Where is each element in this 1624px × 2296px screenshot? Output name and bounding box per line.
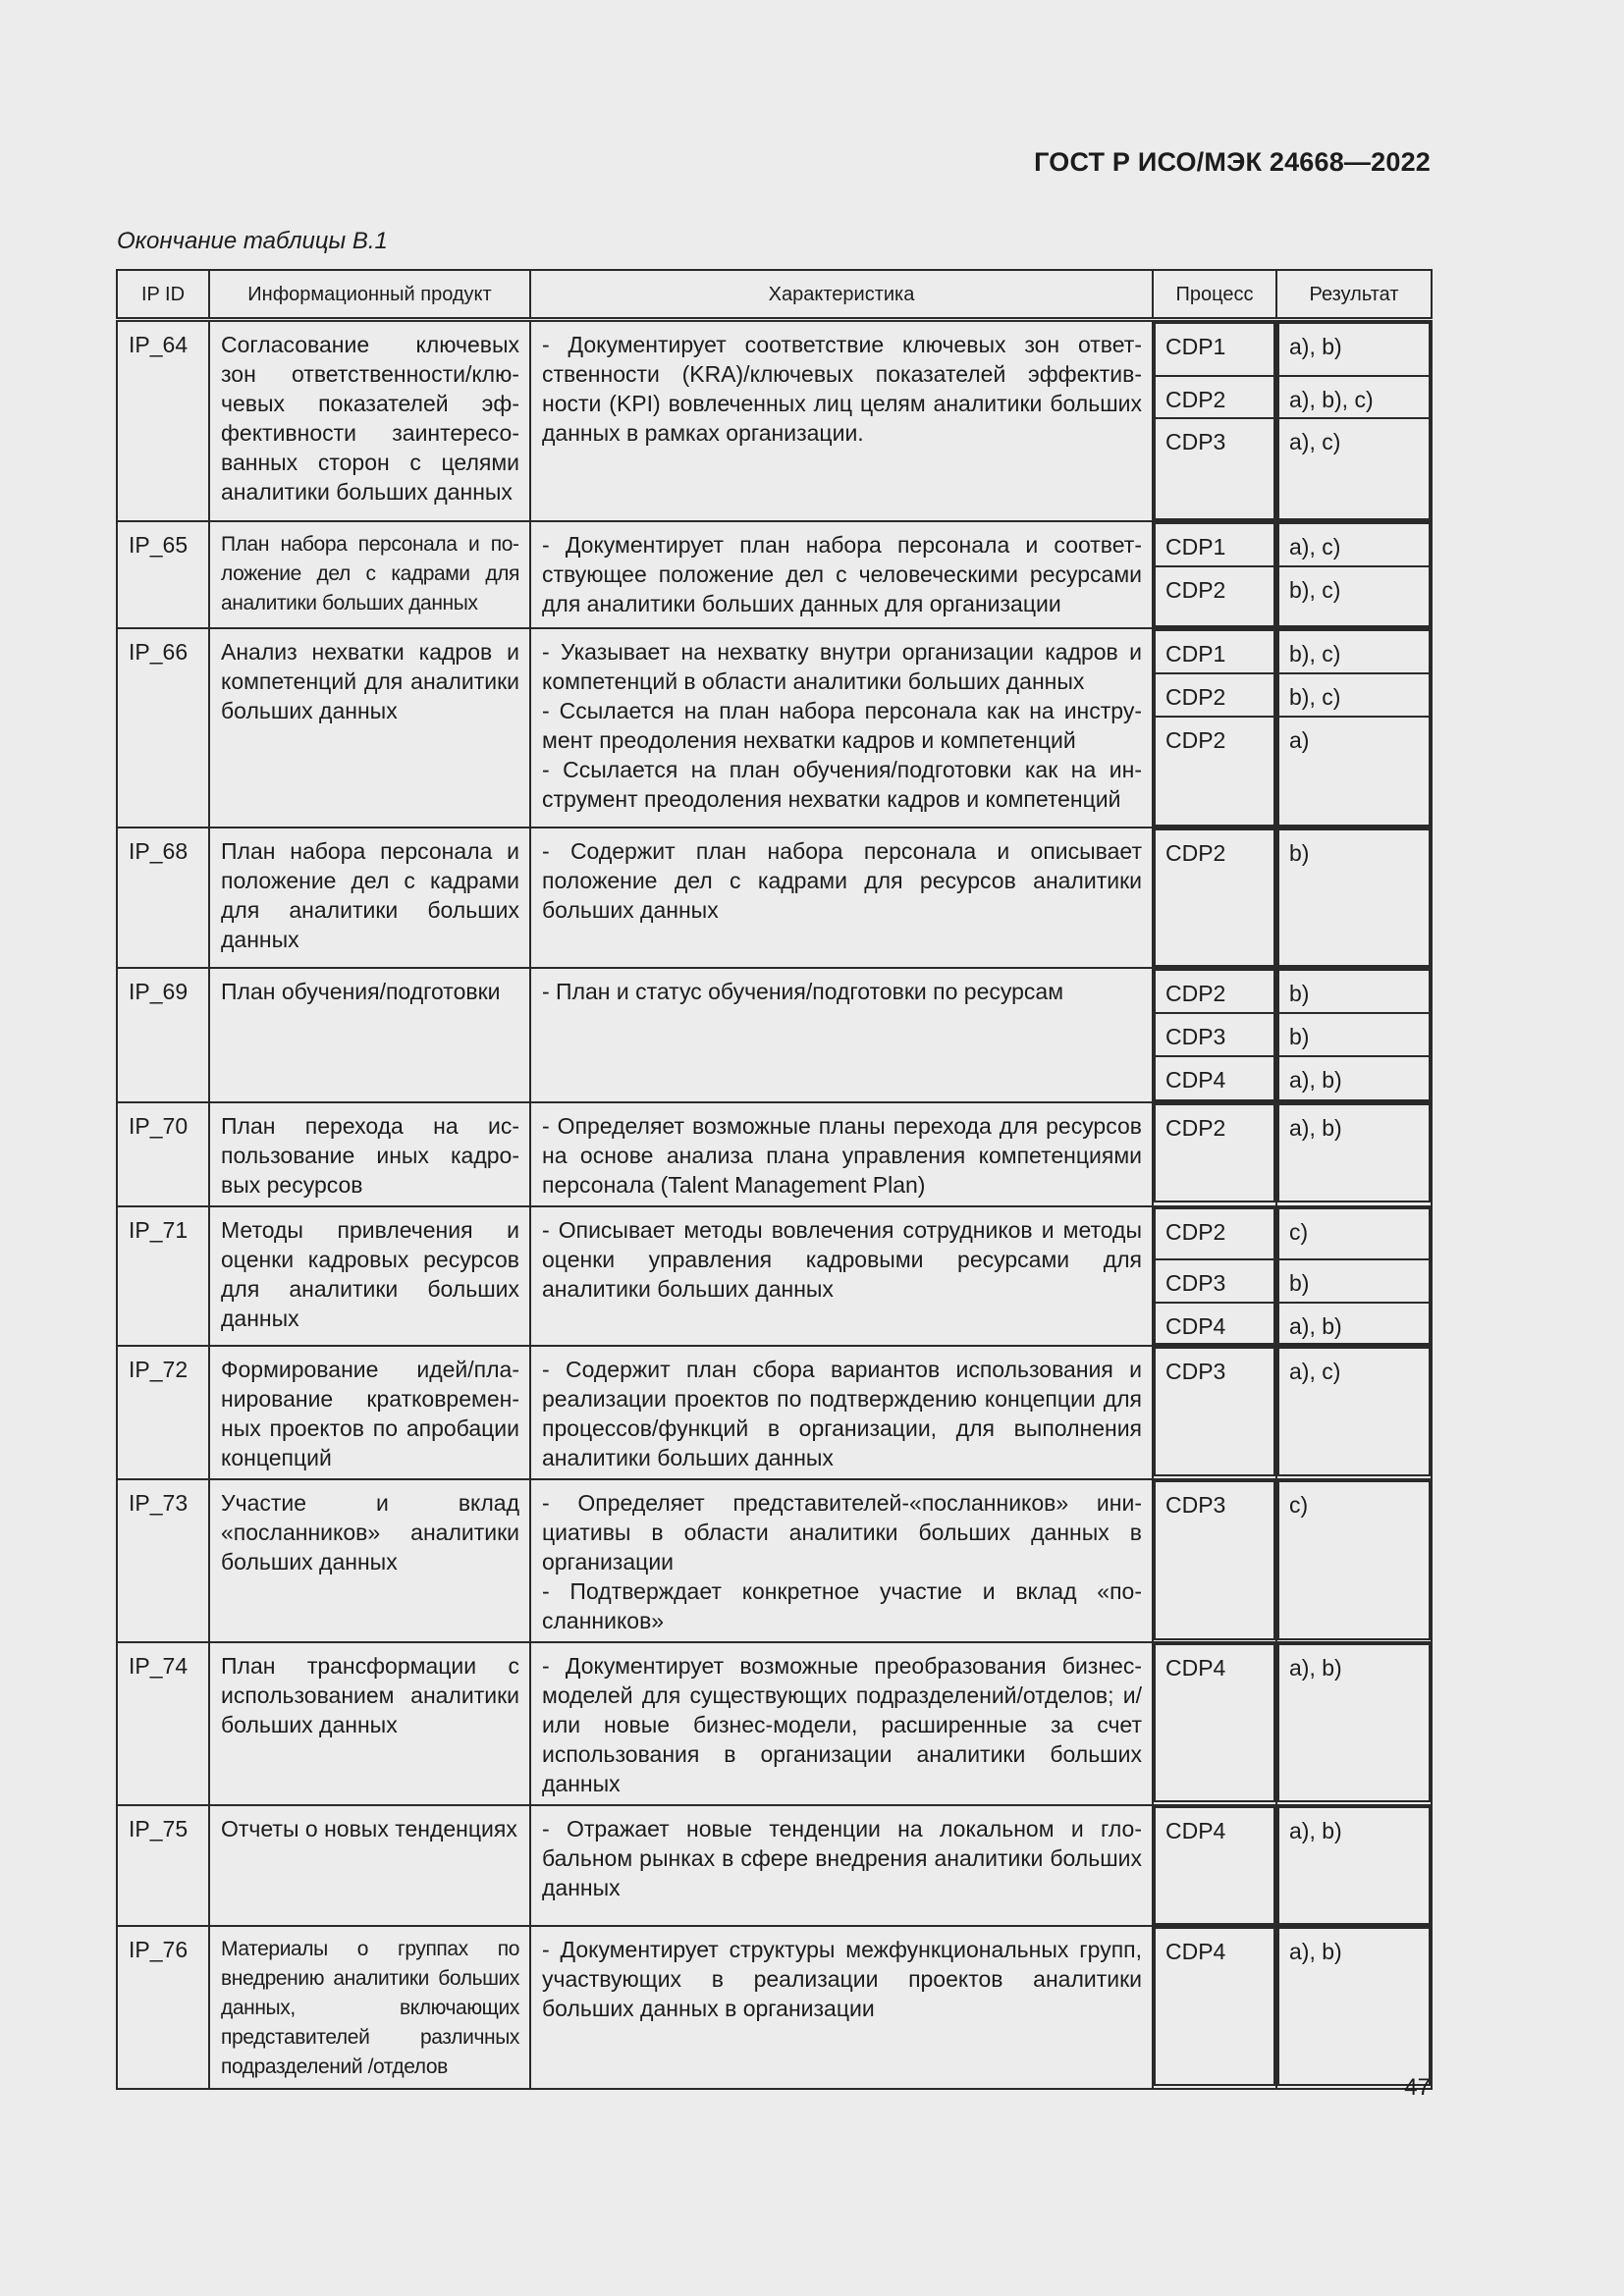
process-code: CDP2 [1155,1104,1274,1201]
result-list [1277,1347,1431,1476]
process-cell [1153,320,1276,522]
process-list [1154,969,1275,1101]
process-code: CDP3 [1155,1259,1274,1303]
process-code: CDP4 [1155,1303,1274,1344]
process-code: CDP2 [1155,717,1274,826]
process-cell [1153,1206,1276,1346]
product-cell: План перехода на использование иных кадровых ресурсов [209,1102,530,1206]
process-list [1154,1927,1275,2086]
table-row [117,828,1432,968]
table-header-row [117,270,1432,320]
process-list [1154,1480,1275,1640]
result-value: b) [1278,829,1430,966]
table-row [117,628,1432,828]
result-value: a), c) [1278,418,1430,519]
table-row [117,1805,1432,1926]
result-value: a), b) [1278,1056,1430,1100]
product-cell: Формирование идей/планирование кратковременных проектов по апробации концепций [209,1346,530,1479]
result-cell [1276,1642,1432,1805]
process-code: CDP3 [1155,1348,1274,1475]
column-header-ip-id: IP ID [117,270,209,320]
table-row [117,1926,1432,2089]
process-list [1154,828,1275,967]
result-value: a), b) [1278,1303,1430,1344]
product-cell: Участие и вклад «посланников» аналитики больших данных [209,1479,530,1642]
result-cell [1276,1206,1432,1346]
result-value: b) [1278,970,1430,1013]
table-row [117,968,1432,1102]
result-list [1277,1480,1431,1640]
process-code: CDP3 [1155,1481,1274,1639]
characteristic-cell: - Отражает новые тенденции на локальном и глобальном рынках в сфере внедрения аналитики больших данных [530,1805,1153,1926]
process-list [1154,322,1275,520]
process-code: CDP2 [1155,566,1274,626]
process-list [1154,1806,1275,1925]
process-code: CDP2 [1155,970,1274,1013]
result-cell [1276,628,1432,828]
process-code: CDP4 [1155,1928,1274,2085]
result-value: b) [1278,1259,1430,1303]
characteristic-cell: - Определяет представителей-«посланников» инициативы в области аналитики больших данных в организации - Подтверждает конкретное участие и вклад «посланников» [530,1479,1153,1642]
ip-id-cell: IP_74 [117,1642,209,1805]
process-cell [1153,1102,1276,1206]
column-header-characteristic: Характеристика [530,270,1153,320]
column-header-result: Результат [1276,270,1432,320]
ip-id-cell: IP_69 [117,968,209,1102]
product-cell: План набора персонала и положение дел с кадрами для аналитики больших данных [209,521,530,628]
result-cell [1276,521,1432,628]
result-value: a), b) [1278,323,1430,376]
process-code: CDP4 [1155,1807,1274,1924]
document-id: ГОСТ Р ИСО/МЭК 24668—2022 [1034,147,1431,177]
product-cell: Методы привлечения и оценки кадровых ресурсов для аналитики больших данных [209,1206,530,1346]
info-products-table [116,269,1433,2090]
process-code: CDP1 [1155,323,1274,376]
process-code: CDP3 [1155,1013,1274,1056]
result-value: b), c) [1278,630,1430,673]
ip-id-cell: IP_71 [117,1206,209,1346]
table-row [117,320,1432,522]
result-value: c) [1278,1481,1430,1639]
result-value: c) [1278,1208,1430,1259]
process-cell [1153,628,1276,828]
result-cell [1276,1346,1432,1479]
ip-id-cell: IP_68 [117,828,209,968]
product-cell: Анализ нехватки кадров и компетенций для аналитики больших данных [209,628,530,828]
result-cell [1276,320,1432,522]
product-cell: План обучения/подготовки [209,968,530,1102]
process-cell [1153,968,1276,1102]
process-cell [1153,1479,1276,1642]
result-value: b), c) [1278,566,1430,626]
column-header-process: Процесс [1153,270,1276,320]
ip-id-cell: IP_66 [117,628,209,828]
table-row [117,1479,1432,1642]
characteristic-cell: - Документирует соответствие ключевых зон ответственности (KRA)/ключевых показателей эффективности (KPI) вовлеченных лиц целям аналитики больших данных в рамках организации. [530,320,1153,522]
result-list [1277,1103,1431,1202]
characteristic-cell: - Документирует структуры межфункциональных групп, участвующих в реализации проектов аналитики больших данных в организации [530,1926,1153,2089]
process-cell [1153,1346,1276,1479]
result-list [1277,969,1431,1101]
table-caption: Окончание таблицы В.1 [117,228,388,254]
process-cell [1153,521,1276,628]
ip-id-cell: IP_76 [117,1926,209,2089]
characteristic-cell: - Описывает методы вовлечения сотрудников и методы оценки управления кадровыми ресурсами для аналитики больших данных [530,1206,1153,1346]
page-number: 47 [1404,2074,1431,2101]
process-code: CDP2 [1155,829,1274,966]
process-cell [1153,828,1276,968]
result-cell [1276,828,1432,968]
process-list [1154,1103,1275,1202]
result-list [1277,322,1431,520]
result-value: a), b) [1278,1104,1430,1201]
result-cell [1276,1479,1432,1642]
characteristic-cell: - Указывает на нехватку внутри организации кадров и компетенций в области аналитики больших данных - Ссылается на план набора персонала как на инструмент преодоления нехватки кадров и компетенций - Ссылается на план обучения/подготовки как на инструмент преодоления нехватки кадров и компетенций [530,628,1153,828]
characteristic-cell: - Содержит план сбора вариантов использования и реализации проектов по подтверждению концепции для процессов/функций в организации, для выполнения аналитики больших данных [530,1346,1153,1479]
result-cell [1276,1805,1432,1926]
characteristic-cell: - План и статус обучения/подготовки по ресурсам [530,968,1153,1102]
process-cell [1153,1926,1276,2089]
result-value: a), b) [1278,1807,1430,1924]
process-cell [1153,1805,1276,1926]
process-list [1154,1347,1275,1476]
ip-id-cell: IP_73 [117,1479,209,1642]
table-row [117,1102,1432,1206]
product-cell: Материалы о группах по внедрению аналитики больших данных, включающих представителей различных подразделений /отделов [209,1926,530,2089]
process-code: CDP4 [1155,1644,1274,1801]
result-cell [1276,1102,1432,1206]
result-list [1277,522,1431,627]
process-code: CDP3 [1155,418,1274,519]
column-header-product: Информационный продукт [209,270,530,320]
result-list [1277,1207,1431,1345]
result-value: a), b), c) [1278,376,1430,418]
product-cell: План трансформации с использованием аналитики больших данных [209,1642,530,1805]
product-cell: Отчеты о новых тенденциях [209,1805,530,1926]
process-list [1154,1207,1275,1345]
table-row [117,1346,1432,1479]
result-cell [1276,968,1432,1102]
result-value: a), b) [1278,1644,1430,1801]
process-code: CDP2 [1155,376,1274,418]
table-row [117,1206,1432,1346]
characteristic-cell: - Определяет возможные планы перехода для ресурсов на основе анализа плана управления компетенциями персонала (Talent Management Plan) [530,1102,1153,1206]
ip-id-cell: IP_64 [117,320,209,522]
result-value: b), c) [1278,673,1430,717]
table-row [117,521,1432,628]
characteristic-cell: - Содержит план набора персонала и описывает положение дел с кадрами для ресурсов аналитики больших данных [530,828,1153,968]
characteristic-cell: - Документирует возможные преобразования бизнес-моделей для существующих подразделений/отделов; и/или новые бизнес-модели, расширенные за счет использования в организации аналитики больших данных [530,1642,1153,1805]
process-list [1154,522,1275,627]
ip-id-cell: IP_75 [117,1805,209,1926]
ip-id-cell: IP_70 [117,1102,209,1206]
table-row [117,1642,1432,1805]
ip-id-cell: IP_65 [117,521,209,628]
result-value: a) [1278,717,1430,826]
process-code: CDP2 [1155,1208,1274,1259]
result-value: a), c) [1278,1348,1430,1475]
process-list [1154,1643,1275,1802]
process-list [1154,629,1275,827]
process-code: CDP1 [1155,523,1274,566]
characteristic-cell: - Документирует план набора персонала и соответствующее положение дел с человеческими ресурсами для аналитики больших данных для организации [530,521,1153,628]
result-list [1277,1643,1431,1802]
product-cell: Согласование ключевых зон ответственности/ключевых показателей эффективности заинтересованных сторон с целями аналитики больших данных [209,320,530,522]
result-list [1277,629,1431,827]
result-value: a), c) [1278,523,1430,566]
result-value: a), b) [1278,1928,1430,2085]
result-list [1277,828,1431,967]
result-value: b) [1278,1013,1430,1056]
process-code: CDP2 [1155,673,1274,717]
process-code: CDP4 [1155,1056,1274,1100]
process-cell [1153,1642,1276,1805]
result-list [1277,1806,1431,1925]
process-code: CDP1 [1155,630,1274,673]
result-cell [1276,1926,1432,2089]
ip-id-cell: IP_72 [117,1346,209,1479]
product-cell: План набора персонала и положение дел с кадрами для аналитики больших данных [209,828,530,968]
result-list [1277,1927,1431,2086]
